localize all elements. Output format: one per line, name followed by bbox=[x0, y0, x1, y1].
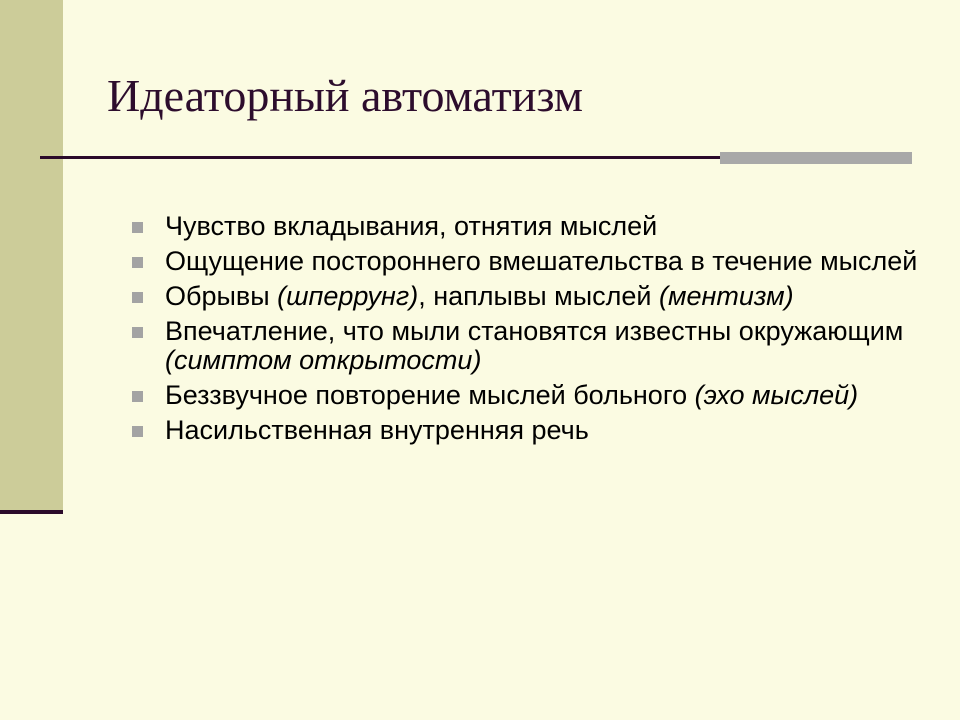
square-bullet-icon bbox=[132, 222, 143, 233]
square-bullet-icon bbox=[132, 391, 143, 402]
bullet-text: Обрывы bbox=[165, 281, 278, 311]
slide-title: Идеаторный автоматизм bbox=[107, 70, 583, 121]
bullet-list bbox=[125, 212, 925, 451]
bullet-term: (шперрунг) bbox=[277, 281, 419, 311]
bullet-text: Ощущение постороннего вмешательства в течение мыслей bbox=[165, 246, 918, 276]
square-bullet-icon bbox=[132, 426, 143, 437]
bullet-item bbox=[125, 381, 925, 410]
side-accent-bar bbox=[0, 0, 63, 512]
side-bar-bottom-line bbox=[0, 510, 63, 514]
bullet-text: Беззвучное повторение мыслей больного bbox=[165, 380, 695, 410]
bullet-text: Впечатление, что мыли становятся известны окружающим bbox=[165, 316, 904, 346]
square-bullet-icon bbox=[132, 327, 143, 338]
bullet-text: Чувство вкладывания, отнятия мыслей bbox=[165, 211, 658, 241]
bullet-text: , наплывы мыслей bbox=[418, 281, 660, 311]
bullet-term: (симптом открытости) bbox=[165, 345, 482, 375]
square-bullet-icon bbox=[132, 257, 143, 268]
title-underline-dark bbox=[40, 156, 720, 159]
square-bullet-icon bbox=[132, 292, 143, 303]
bullet-text: Насильственная внутренняя речь bbox=[165, 415, 589, 445]
bullet-item bbox=[125, 212, 925, 241]
bullet-term: (эхо мыслей) bbox=[694, 380, 859, 410]
bullet-item bbox=[125, 282, 925, 311]
bullet-item bbox=[125, 247, 925, 276]
bullet-item bbox=[125, 317, 925, 375]
bullet-item bbox=[125, 416, 925, 445]
bullet-term: (ментизм) bbox=[659, 281, 794, 311]
title-underline-gray bbox=[720, 149, 912, 167]
